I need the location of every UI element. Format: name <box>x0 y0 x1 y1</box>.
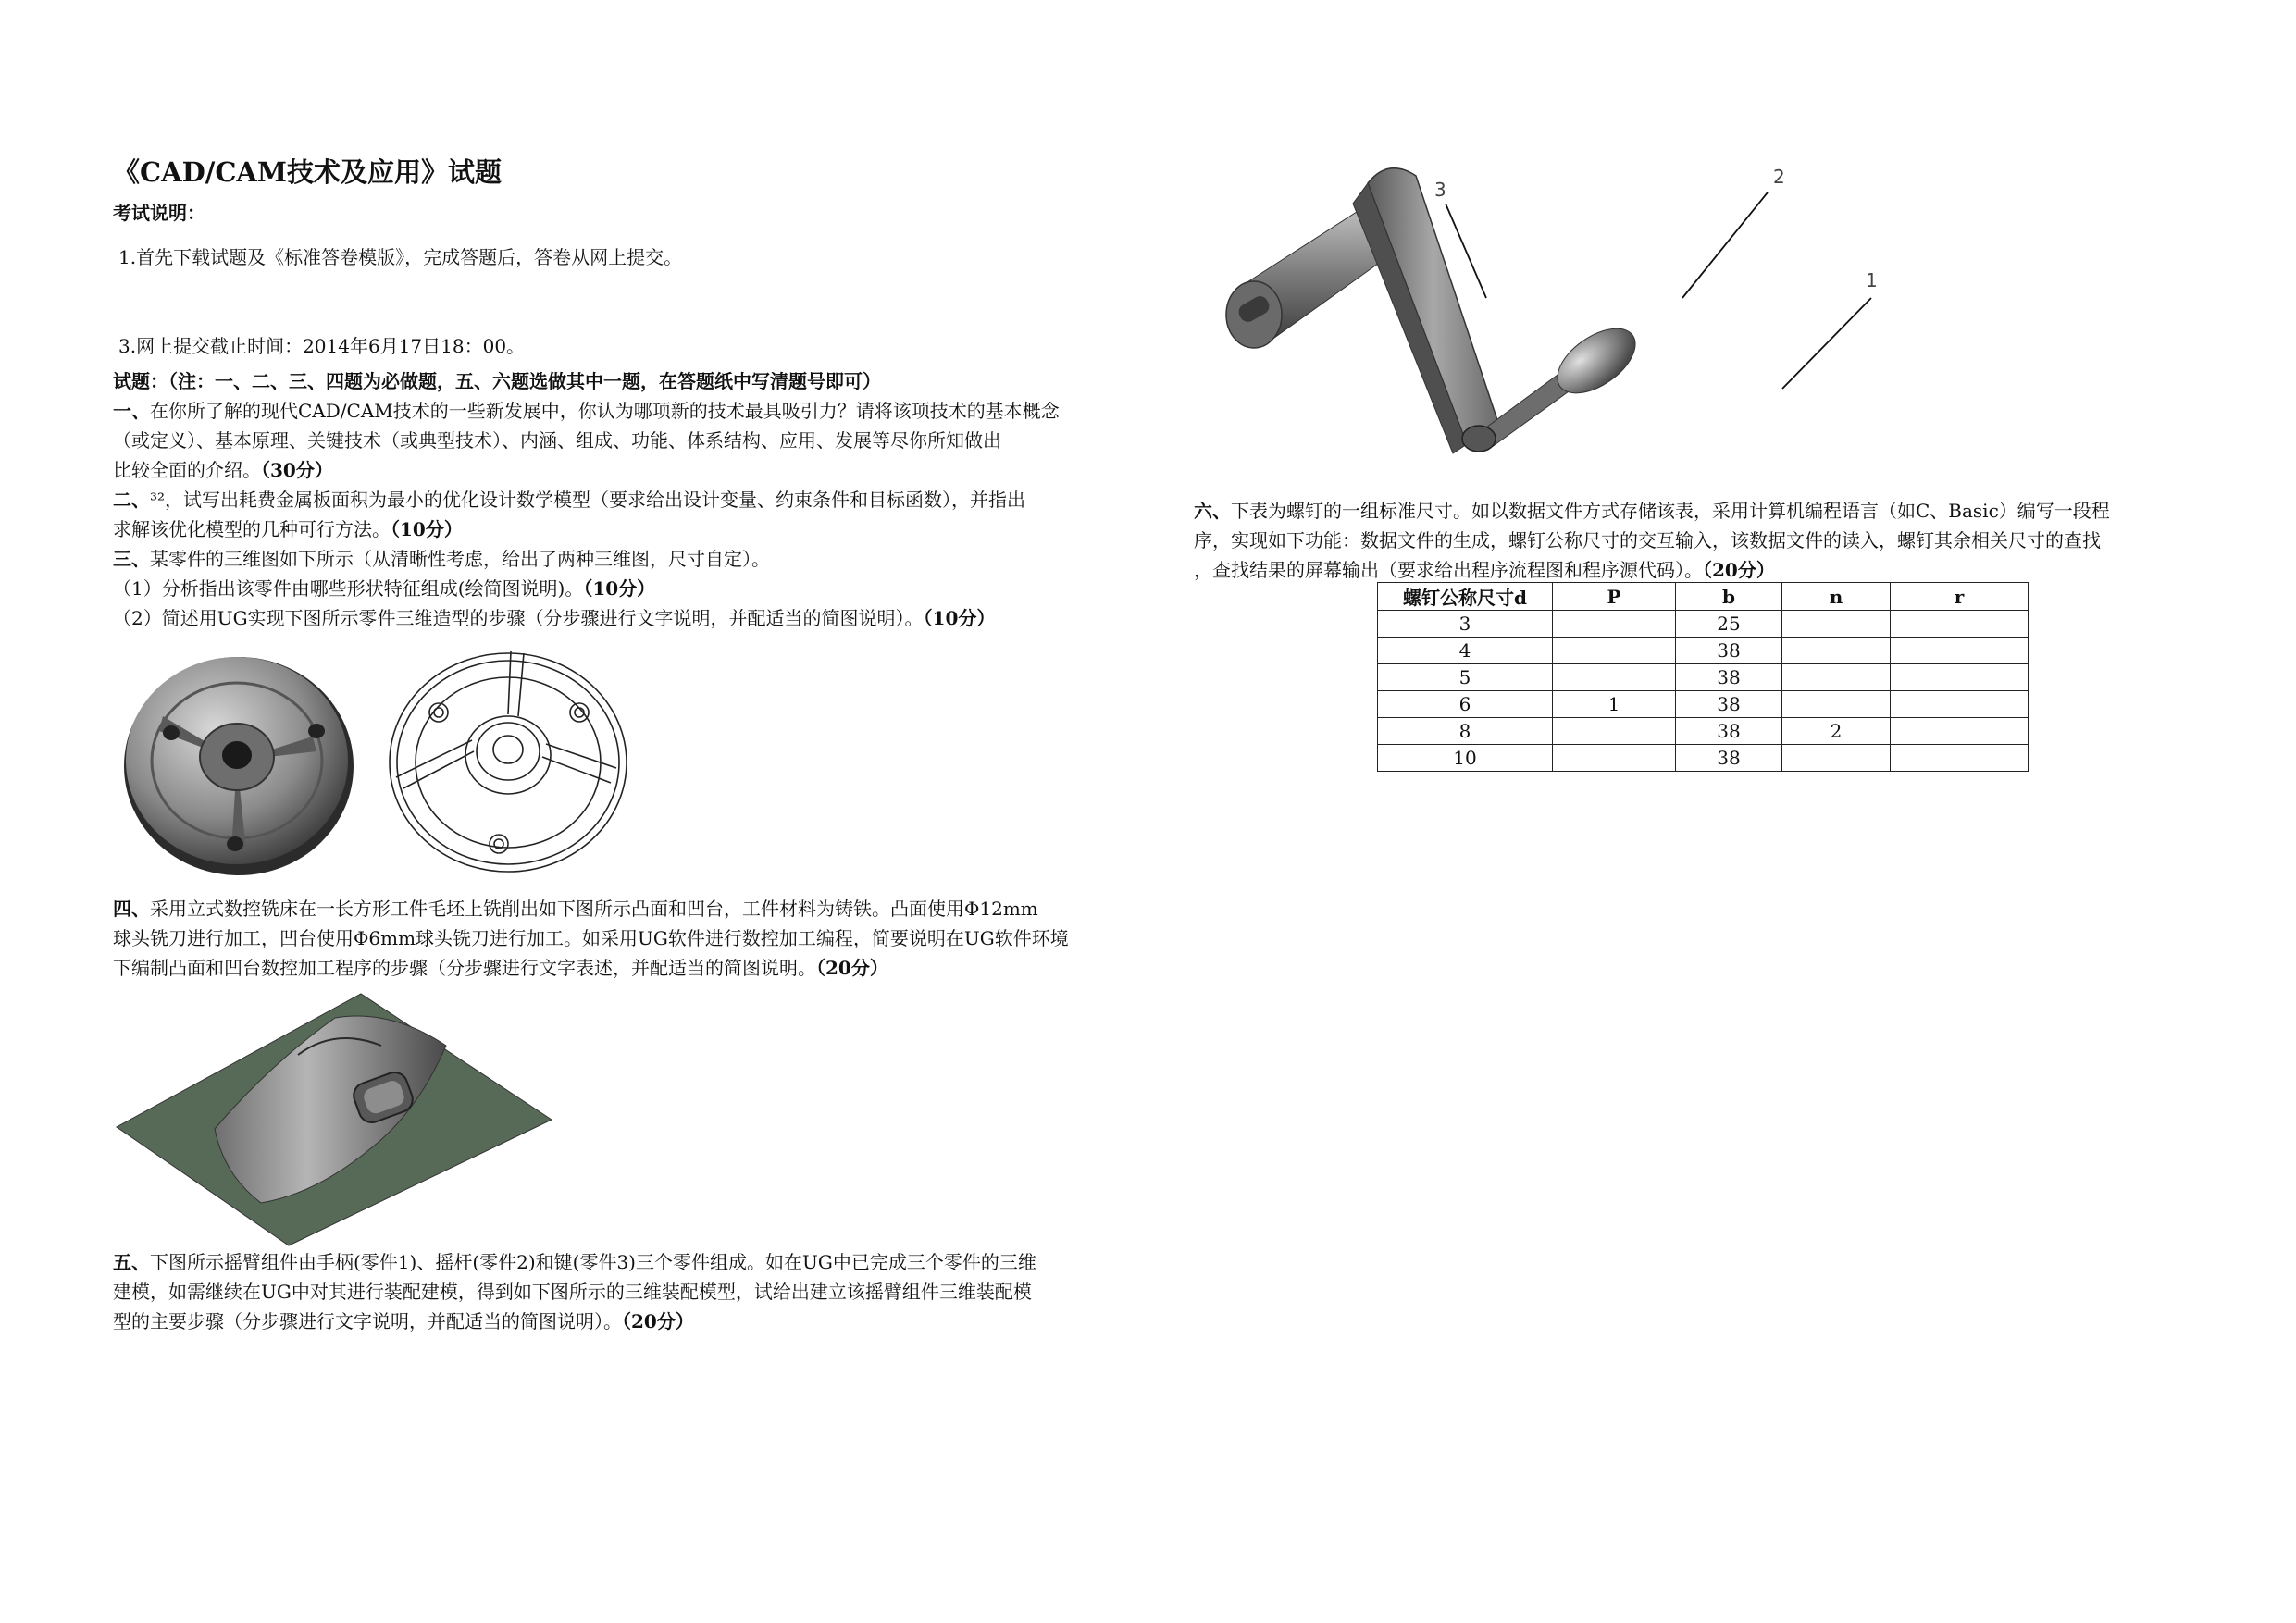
table-cell <box>1891 664 2029 691</box>
table-cell <box>1891 611 2029 638</box>
table-row <box>1378 638 2029 664</box>
table-row <box>1378 691 2029 718</box>
table-cell: 25 <box>1676 611 1782 638</box>
question-text-line: 某零件的三维图如下所示（从清晰性考虑，给出了两种三维图，尺寸自定）。 <box>150 548 770 570</box>
table-cell <box>1553 718 1676 745</box>
question-1 <box>113 396 1131 485</box>
table-cell <box>1553 664 1676 691</box>
table-cell <box>1891 745 2029 772</box>
flange-shaded-figure <box>122 648 363 879</box>
question-subitem-2: （2）简述用UG实现下图所示零件三维造型的步骤（分步骤进行文字说明，并配适当的简图说明）。 <box>113 607 924 629</box>
page-title: 《CAD/CAM技术及应用》试题 <box>113 156 503 188</box>
question-3 <box>113 544 1131 633</box>
question-5 <box>113 1247 1131 1336</box>
callout-3: 3 <box>1434 179 1446 201</box>
question-number: 一、 <box>113 400 150 422</box>
question-score: （20分） <box>1703 559 1775 581</box>
question-score: （20分） <box>816 957 888 979</box>
callout-2: 2 <box>1773 166 1785 188</box>
table-cell <box>1891 691 2029 718</box>
question-text-line: ³²，试写出耗费金属板面积为最小的优化设计数学模型（要求给出设计变量、约束条件和目标函数），并指出 <box>150 489 1026 511</box>
question-number: 二、 <box>113 489 150 511</box>
table-cell: 10 <box>1378 745 1553 772</box>
table-cell <box>1553 638 1676 664</box>
question-2 <box>113 485 1131 544</box>
table-cell <box>1782 691 1891 718</box>
question-text-line: ，查找结果的屏幕输出（要求给出程序流程图和程序源代码）。 <box>1194 559 1703 581</box>
exam-note-3: 3.网上提交截止时间：2014年6月17日18：00。 <box>118 335 526 357</box>
question-score: （10分） <box>923 607 996 629</box>
table-cell <box>1891 638 2029 664</box>
question-text-line: 采用立式数控铣床在一长方形工件毛坯上铣削出如下图所示凸面和凹台，工件材料为铸铁。凸面使用Φ12mm <box>150 898 1038 920</box>
table-cell: 38 <box>1676 664 1782 691</box>
callout-1: 1 <box>1866 269 1878 291</box>
table-cell <box>1782 611 1891 638</box>
question-text-line: 型的主要步骤（分步骤进行文字说明，并配适当的简图说明）。 <box>113 1310 622 1332</box>
crank-assembly-figure <box>1212 148 1879 500</box>
table-cell: 1 <box>1553 691 1676 718</box>
question-score: （10分） <box>391 518 463 540</box>
table-cell: 3 <box>1378 611 1553 638</box>
table-cell: 4 <box>1378 638 1553 664</box>
question-text-line: 在你所了解的现代CAD/CAM技术的一些新发展中，你认为哪项新的技术最具吸引力？请将该项技术的基本概念 <box>150 400 1060 422</box>
table-row <box>1378 611 2029 638</box>
table-header-cell: P <box>1553 583 1676 611</box>
table-header-cell: r <box>1891 583 2029 611</box>
table-row <box>1378 718 2029 745</box>
table-cell: 38 <box>1676 638 1782 664</box>
question-text-line: 下表为螺钉的一组标准尺寸。如以数据文件方式存储该表，采用计算机编程语言（如C、Basic）编写一段程 <box>1231 500 2110 522</box>
table-cell: 5 <box>1378 664 1553 691</box>
exam-notes-heading: 考试说明： <box>113 202 205 224</box>
question-text-line: 比较全面的介绍。 <box>113 459 261 481</box>
question-number: 三、 <box>113 548 150 570</box>
table-cell <box>1782 745 1891 772</box>
question-text-line: 球头铣刀进行加工，凹台使用Φ6mm球头铣刀进行加工。如采用UG软件进行数控加工编程，简要说明在UG软件环境 <box>113 927 1069 949</box>
table-cell: 38 <box>1676 745 1782 772</box>
table-header-cell: n <box>1782 583 1891 611</box>
question-6 <box>1194 496 2212 585</box>
question-score: （10分） <box>583 577 656 600</box>
milling-part-figure <box>113 990 557 1249</box>
table-cell <box>1782 664 1891 691</box>
question-score: （30分） <box>261 459 333 481</box>
question-text-line: （或定义）、基本原理、关键技术（或典型技术）、内涵、组成、功能、体系结构、应用、发展等尽你所知做出 <box>113 429 1001 452</box>
instructions: 试题：（注：一、二、三、四题为必做题，五、六题选做其中一题，在答题纸中写清题号即可） <box>113 370 881 392</box>
flange-wireframe-figure <box>383 648 633 879</box>
screw-dimensions-table <box>1377 582 2029 772</box>
table-row <box>1378 664 2029 691</box>
table-cell: 38 <box>1676 691 1782 718</box>
question-text-line: 建模，如需继续在UG中对其进行装配建模，得到如下图所示的三维装配模型，试给出建立该摇臂组件三维装配模 <box>113 1281 1032 1303</box>
table-row <box>1378 745 2029 772</box>
question-subitem-1: （1）分析指出该零件由哪些形状特征组成(绘简图说明)。 <box>113 577 584 600</box>
table-header-cell: b <box>1676 583 1782 611</box>
question-text-line: 求解该优化模型的几种可行方法。 <box>113 518 391 540</box>
table-header-cell: 螺钉公称尺寸d <box>1378 583 1553 611</box>
exam-note-1: 1.首先下载试题及《标准答卷模版》，完成答题后，答卷从网上提交。 <box>118 246 683 268</box>
question-text-line: 序，实现如下功能：数据文件的生成，螺钉公称尺寸的交互输入，该数据文件的读入，螺钉其余相关尺寸的查找 <box>1194 529 2101 551</box>
question-text-line: 下图所示摇臂组件由手柄(零件1)、摇杆(零件2)和键(零件3)三个零件组成。如在UG中已完成三个零件的三维 <box>150 1251 1036 1273</box>
question-number: 四、 <box>113 898 150 920</box>
question-text-line: 下编制凸面和凹台数控加工程序的步骤（分步骤进行文字表述，并配适当的简图说明。 <box>113 957 816 979</box>
question-score: （20分） <box>622 1310 694 1332</box>
table-cell: 8 <box>1378 718 1553 745</box>
table-header-row <box>1378 583 2029 611</box>
table-cell <box>1553 611 1676 638</box>
question-number: 六、 <box>1194 500 1231 522</box>
table-cell <box>1553 745 1676 772</box>
question-4 <box>113 894 1131 983</box>
table-cell: 38 <box>1676 718 1782 745</box>
table-cell: 2 <box>1782 718 1891 745</box>
table-cell <box>1782 638 1891 664</box>
table-cell <box>1891 718 2029 745</box>
question-number: 五、 <box>113 1251 150 1273</box>
table-cell: 6 <box>1378 691 1553 718</box>
